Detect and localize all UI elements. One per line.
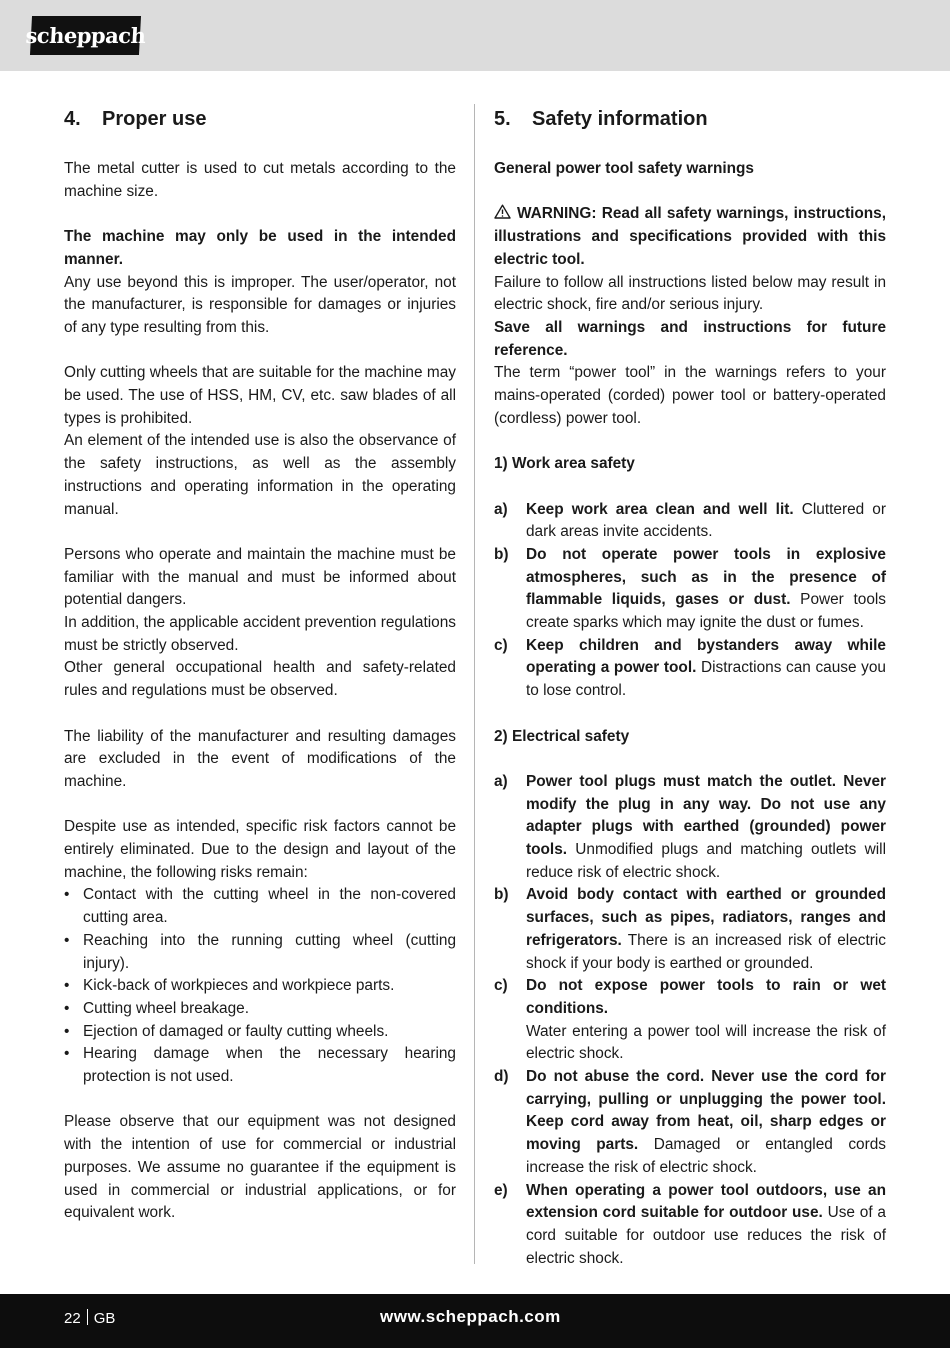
paragraph: In addition, the applicable accident prevention regulations must be strictly observed. [64, 614, 456, 654]
paragraph: The term “power tool” in the warnings refers to your mains-operated (corded) power tool or battery-operated (cordless) power tool. [494, 364, 886, 427]
bullet: • [64, 977, 70, 995]
paragraph: Failure to follow all instructions listed below may result in electric shock, fire and/or serious injury. [494, 273, 886, 314]
list-item: • Hearing damage when the necessary hearing protection is not used. [64, 1045, 456, 1086]
electrical-safety-list [494, 771, 886, 1270]
list-item: • Contact with the cutting wheel in the non-covered cutting area. [64, 886, 456, 927]
warning-statement: WARNING: Read all safety warnings, instructions, illustrations and specifications provided with this electric tool. [494, 205, 886, 268]
bullet: • [64, 1045, 70, 1063]
list-item: • Reaching into the running cutting wheel (cutting injury). [64, 931, 456, 972]
safety-information-column [494, 104, 886, 1270]
subheading: General power tool safety warnings [494, 160, 754, 177]
proper-use-column [64, 104, 456, 1225]
page-indicator [64, 1309, 115, 1327]
bullet: • [64, 886, 70, 904]
paragraph: The metal cutter is used to cut metals according to the machine size. [64, 160, 456, 200]
column-divider [474, 104, 475, 1264]
paragraph: Any use beyond this is improper. The user/operator, not the manufacturer, is responsible for damages or injuries of any type resulting from this. [64, 273, 456, 336]
language-code: GB [93, 1310, 116, 1327]
list-item: a) Power tool plugs must match the outlet. Never modify the plug in any way. Do not use any adapter plugs with earthed (grounded) power tools. Unmodified plugs and matching outlets will reduce risk of electric shock. [494, 772, 886, 881]
warning-triangle-icon [494, 204, 511, 219]
scheppach-logo: scheppach [30, 16, 141, 55]
heading-number: 5. [494, 108, 511, 130]
list-item: d) Do not abuse the cord. Never use the cord for carrying, pulling or unplugging the power tool. Keep cord away from heat, oil, sharp edges or moving parts. Damaged or entangled cords increase the risk of electric shock. [494, 1068, 886, 1176]
intended-manner-statement: The machine may only be used in the intended manner. [64, 228, 456, 268]
paragraph: The liability of the manufacturer and resulting damages are excluded in the event of modifications of the machine. [64, 727, 456, 790]
website-link[interactable]: www.scheppach.com [380, 1307, 561, 1326]
list-item: • Ejection of damaged or faulty cutting wheels. [64, 1021, 456, 1044]
proper-use-heading [64, 104, 456, 134]
paragraph: Persons who operate and maintain the machine must be familiar with the manual and must be informed about potential dangers. [64, 545, 456, 609]
heading-title: Safety information [532, 108, 708, 130]
paragraph: Please observe that our equipment was not designed with the intention of use for commercial or industrial purposes. We assume no guarantee if the equipment is used in commercial or industrial applications, or for equivalent work. [64, 1113, 456, 1222]
save-instructions-statement: Save all warnings and instructions for future reference. [494, 318, 886, 359]
list-item: c) Keep children and bystanders away while operating a power tool. Distractions can cause you to lose control. [494, 636, 886, 700]
paragraph: Other general occupational health and safety-related rules and regulations must be observed. [64, 659, 456, 700]
list-item: e) When operating a power tool outdoors, use an extension cord suitable for outdoor use. Use of a cord suitable for outdoor use reduces the risk of electric shock. [494, 1181, 886, 1267]
separator [87, 1309, 88, 1325]
page-footer [0, 1294, 950, 1348]
list-item: a) Keep work area clean and well lit. Cluttered or dark areas invite accidents. [494, 500, 886, 541]
paragraph: Despite use as intended, specific risk factors cannot be entirely eliminated. Due to the design and layout of the machine, the following risks remain: [64, 818, 456, 881]
page-number: 22 [64, 1310, 81, 1327]
list-item: • Kick-back of workpieces and workpiece parts. [64, 975, 456, 998]
heading-title: Proper use [102, 108, 207, 130]
page-header [0, 0, 950, 71]
bullet: • [64, 999, 70, 1017]
list-item: c) Do not expose power tools to rain or wet conditions. Water entering a power tool will increase the risk of electric shock. [494, 977, 886, 1063]
list-item: • Cutting wheel breakage. [64, 998, 456, 1021]
paragraph: Only cutting wheels that are suitable for the machine may be used. The use of HSS, HM, CV, etc. saw blades of all types is prohibited. [64, 364, 456, 427]
work-area-safety-list [494, 499, 886, 703]
list-item: b) Do not operate power tools in explosive atmospheres, such as in the presence of flammable liquids, gases or dust. Power tools create sparks which may ignite the dust or fumes. [494, 545, 886, 632]
bullet: • [64, 1022, 70, 1040]
bullet: • [64, 931, 70, 949]
heading-number: 4. [64, 108, 81, 130]
safety-information-heading [494, 104, 886, 134]
work-area-safety-title: 1) Work area safety [494, 455, 635, 473]
paragraph: An element of the intended use is also the observance of the safety instructions, as well as the assembly instructions and operating information in the operating manual. [64, 432, 456, 518]
electrical-safety-title: 2) Electrical safety [494, 727, 630, 745]
residual-risks-list [64, 884, 456, 1088]
list-item: b) Avoid body contact with earthed or grounded surfaces, such as pipes, radiators, ranges and refrigerators. There is an increased risk of electric shock if your body is earthed or grounded. [494, 886, 886, 972]
